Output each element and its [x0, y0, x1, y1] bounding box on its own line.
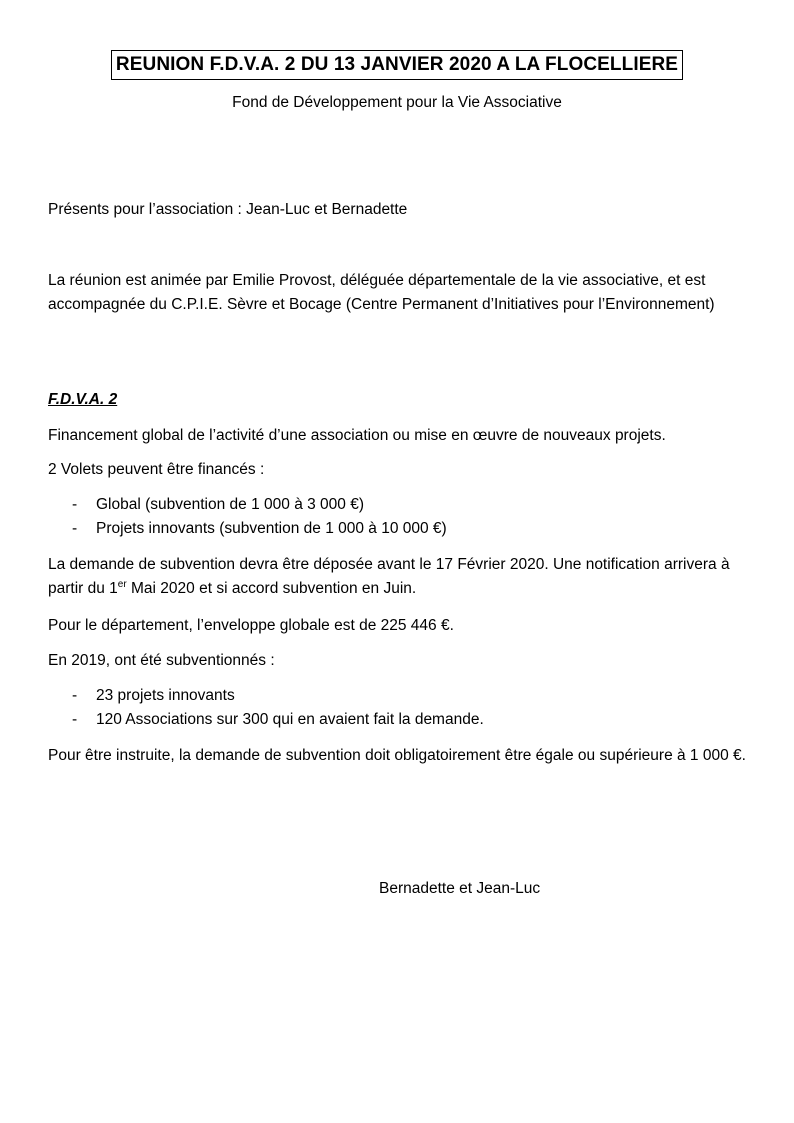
bullet-dash: - [72, 520, 78, 537]
financing-paragraph: Financement global de l’activité d’une association ou mise en œuvre de nouveaux projets. [48, 427, 666, 444]
attendees-paragraph: Présents pour l’association : Jean-Luc et Bernadette [48, 201, 408, 218]
ordinal-superscript: er [117, 578, 127, 590]
list-item-text: 23 projets innovants [96, 687, 235, 704]
bullet-dash: - [72, 687, 78, 704]
deadline-text-part2: Mai 2020 et si accord subvention en Juin. [126, 580, 417, 597]
list-item-text: 120 Associations sur 300 qui en avaient fait la demande. [96, 711, 484, 728]
volets-intro: 2 Volets peuvent être financés : [48, 461, 265, 478]
budget-paragraph: Pour le département, l’enveloppe globale est de 225 446 €. [48, 617, 454, 634]
section-heading: F.D.V.A. 2 [48, 391, 118, 408]
list-item-text: Projets innovants (subvention de 1 000 à 10 000 €) [96, 520, 447, 537]
list-item [72, 708, 752, 732]
title-container [0, 50, 794, 80]
deadline-text-part1: La demande de subvention devra être déposée avant le 17 Février 2020. Une notification arrivera à partir du 1 [48, 556, 730, 597]
list-item [72, 493, 752, 517]
intro-paragraph: La réunion est animée par Emilie Provost, déléguée départementale de la vie associative, et est accompagnée du C.P.I.E. Sèvre et Bocage (Centre Permanent d’Initiatives pour l’Environnement) [48, 272, 715, 313]
subsidized-intro: En 2019, ont été subventionnés : [48, 652, 275, 669]
list-item [72, 517, 752, 541]
minimum-amount-paragraph: Pour être instruite, la demande de subvention doit obligatoirement être égale ou supérieure à 1 000 €. [48, 747, 746, 764]
signature: Bernadette et Jean-Luc [379, 880, 541, 897]
deadline-paragraph [48, 553, 753, 601]
document-title: REUNION F.D.V.A. 2 DU 13 JANVIER 2020 A LA FLOCELLIERE [111, 50, 683, 80]
list-item [72, 684, 752, 708]
bullet-dash: - [72, 496, 78, 513]
bullet-dash: - [72, 711, 78, 728]
list-item-text: Global (subvention de 1 000 à 3 000 €) [96, 496, 364, 513]
document-subtitle: Fond de Développement pour la Vie Associative [232, 94, 562, 111]
